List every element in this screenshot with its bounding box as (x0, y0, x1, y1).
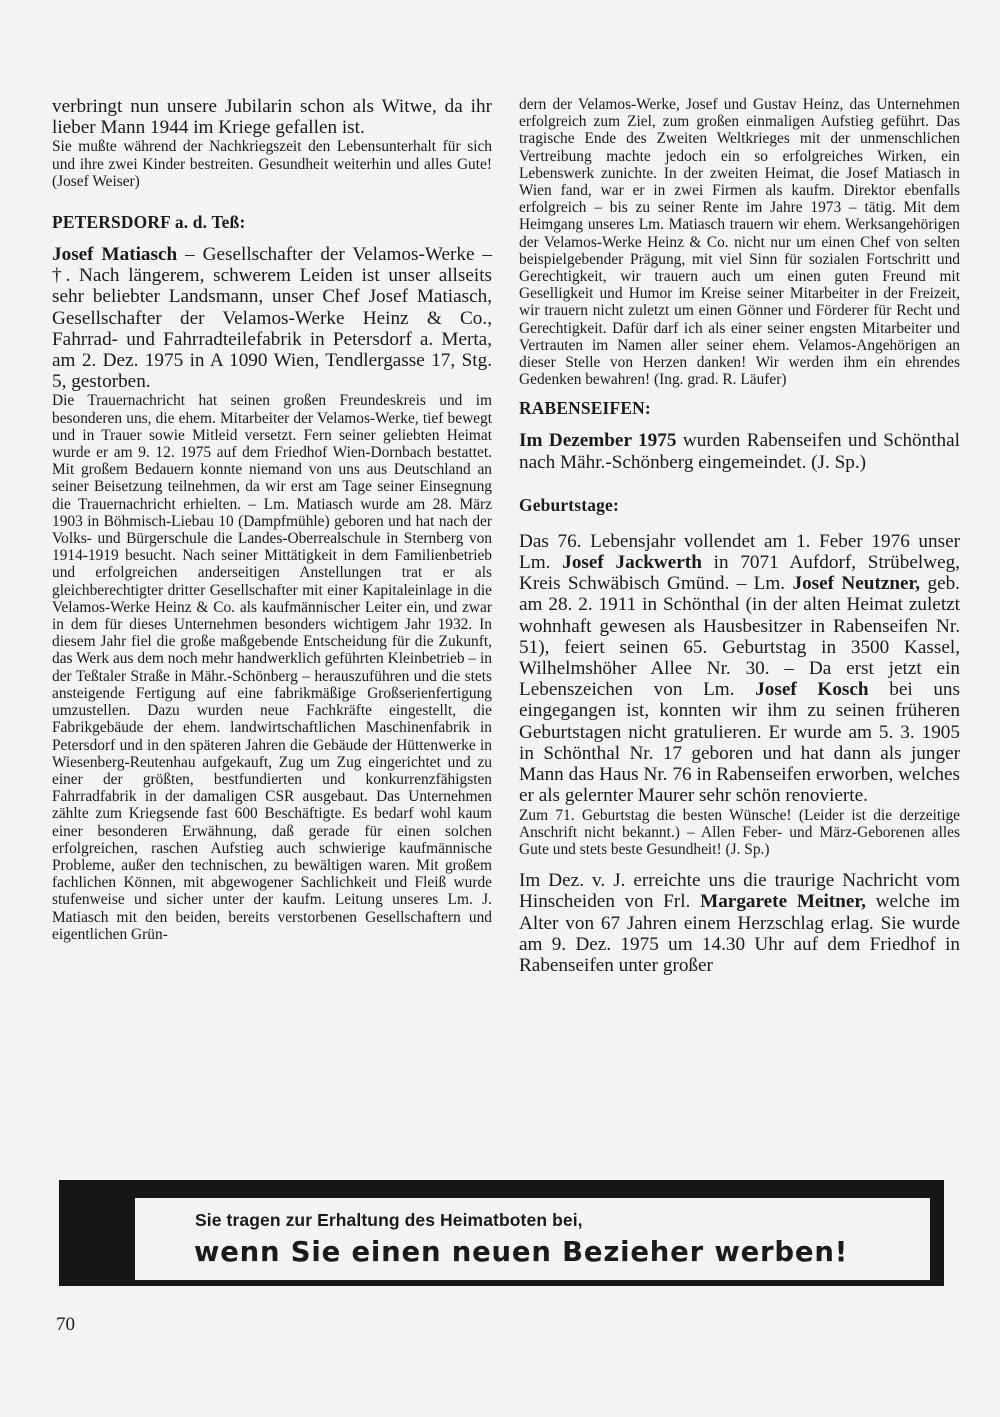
birthday-name-jackwerth: Josef Jackwerth (562, 552, 702, 574)
birthdays-paragraph (519, 531, 960, 807)
banner-line-1: Sie tragen zur Erhaltung des Heimatboten bei, (195, 1210, 583, 1230)
section-heading-rabenseifen: RABENSEIFEN: (519, 398, 651, 419)
birthdays-text-3: geb. am 28. 2. 1911 in Schönthal (in der alten Heimat zuletzt wohnhaft gewesen als Hausbesitzer in Rabenseifen Nr. 51), feiert seinen 65. Geburtstag in 3500 Kassel, Wilhelmshöher Allee Nr. 30. – Da erst jetzt ein Lebenszeichen von Lm. (519, 573, 960, 701)
merger-date: Im Dezember 1975 (519, 430, 677, 452)
obituary-lead-paragraph (52, 244, 492, 392)
death-notice-text-1: Im Dez. v. J. erreichte uns die traurige Nachricht vom Hinscheiden von Frl. (519, 870, 960, 913)
subscriber-banner (59, 1180, 944, 1286)
merger-text: wurden Rabenseifen und Schönthal nach Mähr.-Schönberg eingemeindet. (J. Sp.) (519, 430, 960, 473)
banner-inner-box (135, 1198, 930, 1280)
birthday-name-kosch: Josef Kosch (755, 679, 869, 701)
death-notice-text-2: welche im Alter von 67 Jahren einem Herzschlag erlag. Sie wurde am 9. Dez. 1975 um 14.30 Uhr auf dem Friedhof in Rabenseifen unter großer (519, 891, 960, 976)
left-column (52, 96, 492, 943)
intro-paragraph: verbringt nun unsere Jubilarin schon als Witwe, da ihr lieber Mann 1944 im Kriege gefallen ist. (52, 96, 492, 139)
obituary-name: Josef Matiasch (52, 244, 178, 266)
merger-paragraph (519, 430, 960, 472)
obituary-lead-text: – Gesellschafter der Velamos-Werke – †. Nach längerem, schwerem Leiden ist unser allseits sehr beliebter Landsmann, unser Chef Josef Matiasch, Gesellschafter der Velamos-Werke Heinz & Co., Fahrrad- und Fahrradteilefabrik in Petersdorf a. Merta, am 2. Dez. 1975 in A 1090 Wien, Tendlergasse 17, Stg. 5, gestorben. (52, 244, 492, 393)
obituary-body-paragraph: Die Trauernachricht hat seinen großen Freundeskreis und im besonderen uns, die ehem. Mitarbeiter der Velamos-Werke, tief bewegt und in Trauer sowie Mitleid versetzt. Fern seiner geliebten Heimat wurde er am 9. 12. 1975 auf dem Friedhof Wien-Dornbach bestattet. Mit großem Bedauern konnte niemand von uns aus Deutschland an seiner Beisetzung teilnehmen, da wir erst am Tage seiner Einsegnung die Trauernachricht erhielten. – Lm. Matiasch wurde am 28. März 1903 in Böhmisch-Liebau 10 (Dampfmühle) geboren und hat nach der Volks- und Bürgerschule die Landes-Oberrealschule in Sternberg von 1914-1919 besucht. Nach seiner Mittätigkeit in dem Familienbetrieb und erfolgreichen anderseitigen Anstellungen trat er als gleichberechtigter dritter Gesellschafter mit einer Kapitaleinlage in die Velamos-Werke Heinz & Co. als kaufmännischer Leiter ein, und zwar in dem für dieses Unternehmen besonders wichtigem Jahr 1932. In diesem Jahr fiel die große maßgebende Entscheidung für die Zukunft, das Werk aus dem noch mehr handwerklich geführten Kleinbetrieb – in der Teßtaler Straße in Mähr.-Schönberg – herauszuführen und die stets ansteigende Fertigung auf eine fabrikmäßige Großserienfertigung umzustellen. Dazu wurden neue Fachkräfte eingestellt, die Fabrikgebäude der ehem. landwirtschaftlichen Maschinenfabrik in Petersdorf und in den späteren Jahren die Gebäude der Hüttenwerke in Wiesenberg-Reutenhau aufgekauft, Zug um Zug eingerichtet und zu einer der größten, bestfundierten und konkurrenzfähigsten Fahrradfabrik in der damaligen CSR ausgebaut. Das Unternehmen zählte zum Kriegsende fast 600 Beschäftigte. Es bedarf wohl kaum einer besonderen Erwähnung, daß gerade für einen solchen erfolgreichen, raschen Aufstieg auch schwierige kaufmännische Probleme, außer den technischen, zu bewältigen waren. Mit großem fachlichen Können, mit abgewogener Sachlichkeit und Fleiß wurde stufenweise und sicher unter der kaufm. Leitung unseres Lm. J. Matiasch mit den beiden, bereits verstorbenen Gesellschaftern und eigentlichen Grün- (52, 392, 492, 943)
death-notice-name: Margarete Meitner, (700, 891, 866, 913)
birthdays-heading: Geburtstage: (519, 494, 619, 515)
intro-small-paragraph: Sie mußte während der Nachkriegszeit den Lebensunterhalt für sich und ihre zwei Kinder bestreiten. Gesundheit weiterhin und alles Gute! (Josef Weiser) (52, 138, 492, 190)
right-column (519, 96, 960, 976)
birthdays-small-paragraph: Zum 71. Geburtstag die besten Wünsche! (Leider ist die derzeitige Anschrift nicht bekannt.) – Allen Feber- und März-Geborenen alles Gute und stets beste Gesundheit! (J. Sp.) (519, 806, 960, 858)
birthdays-text-2: in 7071 Aufdorf, Strübelweg, Kreis Schwäbisch Gmünd. – Lm. (519, 552, 960, 595)
death-notice-paragraph (519, 870, 960, 976)
obituary-continuation-paragraph: dern der Velamos-Werke, Josef und Gustav Heinz, das Unternehmen erfolgreich zum Ziel, zum großen einmaligen Aufstieg geführt. Das tragische Ende des Zweiten Weltkrieges mit der unmenschlichen Vertreibung machte jedoch ein so erfolgreiches Wirken, ein Lebenswerk zunichte. In der zweiten Heimat, die Josef Matiasch in Wien fand, war er in zwei Firmen als kaufm. Direktor ebenfalls erfolgreich – bis zu seiner Rente im Jahre 1973 – tätig. Mit dem Heimgang unseres Lm. Matiasch trauern wir ehem. Werksangehörigen der Velamos-Werke Heinz & Co. nicht nur um einen Chef von selten beispielgebender Prägung, mit viel Sinn für sozialen Fortschritt und Gerechtigkeit, wir trauern auch um einen guten Freund mit Geselligkeit und Humor im Kreise seiner Mitarbeiter in der Freizeit, wir trauern nicht zuletzt um einen Gönner und Förderer für Recht und Gerechtigkeit. Dafür darf ich als einer seiner engsten Mitarbeiter und Vertrauten im Namen aller seiner ehem. Velamos-Angehörigen an dieser Stelle von Herzen danken! Wir werden ihm ein ehrendes Gedenken bewahren! (Ing. grad. R. Läufer) (519, 96, 960, 389)
birthdays-text-4: bei uns eingegangen ist, konnten wir ihm zu seinen früheren Geburtstagen nicht gratulieren. Er wurde am 5. 3. 1905 in Schönthal Nr. 17 geboren und hat dann als junger Mann das Haus Nr. 76 in Rabenseifen erworben, welches er als gelernter Maurer sehr schön renovierte. (519, 679, 960, 807)
birthday-name-neutzner: Josef Neutzner, (792, 573, 921, 595)
birthdays-text-1: Das 76. Lebensjahr vollendet am 1. Feber 1976 unser Lm. (519, 530, 960, 574)
section-heading-petersdorf: PETERSDORF a. d. Teß: (52, 212, 246, 233)
banner-line-2: wenn Sie einen neuen Bezieher werben! (194, 1236, 849, 1268)
page-number: 70 (56, 1314, 75, 1335)
